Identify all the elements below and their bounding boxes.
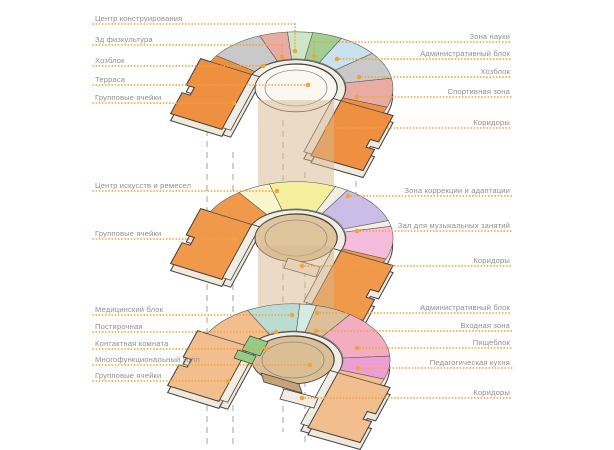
zone-label-text: Групповые ячейки — [95, 371, 162, 380]
zone-label-text: Спортивная зона — [447, 87, 510, 96]
leader-dot — [356, 366, 361, 371]
leader-dot — [355, 95, 360, 100]
zone-label-text: Хозблок — [95, 56, 125, 65]
leader-dot — [325, 126, 330, 131]
zone-label-text: Хозблок — [480, 67, 510, 76]
leader-dot — [355, 346, 360, 351]
zone-label-text: Постирочная — [95, 322, 143, 331]
zone-label-text: Административный блок — [420, 303, 510, 312]
leader-dot — [308, 363, 313, 368]
zone-label-text: Контактная комната — [95, 339, 169, 348]
leader-dot — [312, 54, 317, 59]
leader-dot — [275, 189, 280, 194]
leader-dot — [315, 311, 320, 316]
leader-dot — [232, 101, 237, 106]
zone-label-text: Педагогическая кухня — [429, 358, 510, 367]
zone-label-text: Медицинский блок — [95, 305, 164, 314]
leader-dot — [233, 237, 238, 242]
zone-label-text: Входная зона — [460, 321, 510, 330]
first-floor-plan — [168, 304, 391, 450]
zone-label-text: Коридоры — [473, 256, 510, 265]
leader-dot — [300, 396, 305, 401]
zone-label-text: Многофункциональный холл — [95, 355, 200, 364]
zone-label-text: Зд физкультура — [95, 35, 153, 44]
zone-label-text: Административный блок — [420, 49, 510, 58]
leader-dot — [280, 55, 285, 60]
zone-label-text: Коридоры — [473, 118, 510, 127]
zone-label-text: Центр искусств и ремесел — [95, 181, 192, 190]
leader-dot — [226, 379, 231, 384]
leader-dot — [335, 57, 340, 62]
leader-dot — [357, 75, 362, 80]
zone-label-text: Зона коррекции и адаптации — [404, 186, 510, 195]
leader-dot — [293, 49, 298, 54]
leader-dot — [306, 83, 311, 88]
zone-label-text: Коридоры — [473, 388, 510, 397]
zone-label-text: Зона науки — [469, 32, 510, 41]
zone-label-text: Пищеблок — [472, 338, 510, 347]
zone-label-text: Групповые ячейки — [95, 93, 162, 102]
leader-dot — [346, 194, 351, 199]
leader-dot — [314, 329, 319, 334]
leader-dot — [300, 264, 305, 269]
leader-dot — [355, 229, 360, 234]
zone-label-text: Центр конструирования — [95, 14, 183, 23]
zone-label — [346, 186, 512, 198]
zone-label-text: Терраса — [95, 75, 126, 84]
leader-dot — [274, 330, 279, 335]
leader-dot — [290, 313, 295, 318]
leader-dot — [264, 347, 269, 352]
leader-dot — [261, 64, 266, 69]
zone-label-text: Групповые ячейки — [95, 229, 162, 238]
zone-label-text: Зал для музыкальных занятий — [397, 221, 510, 230]
